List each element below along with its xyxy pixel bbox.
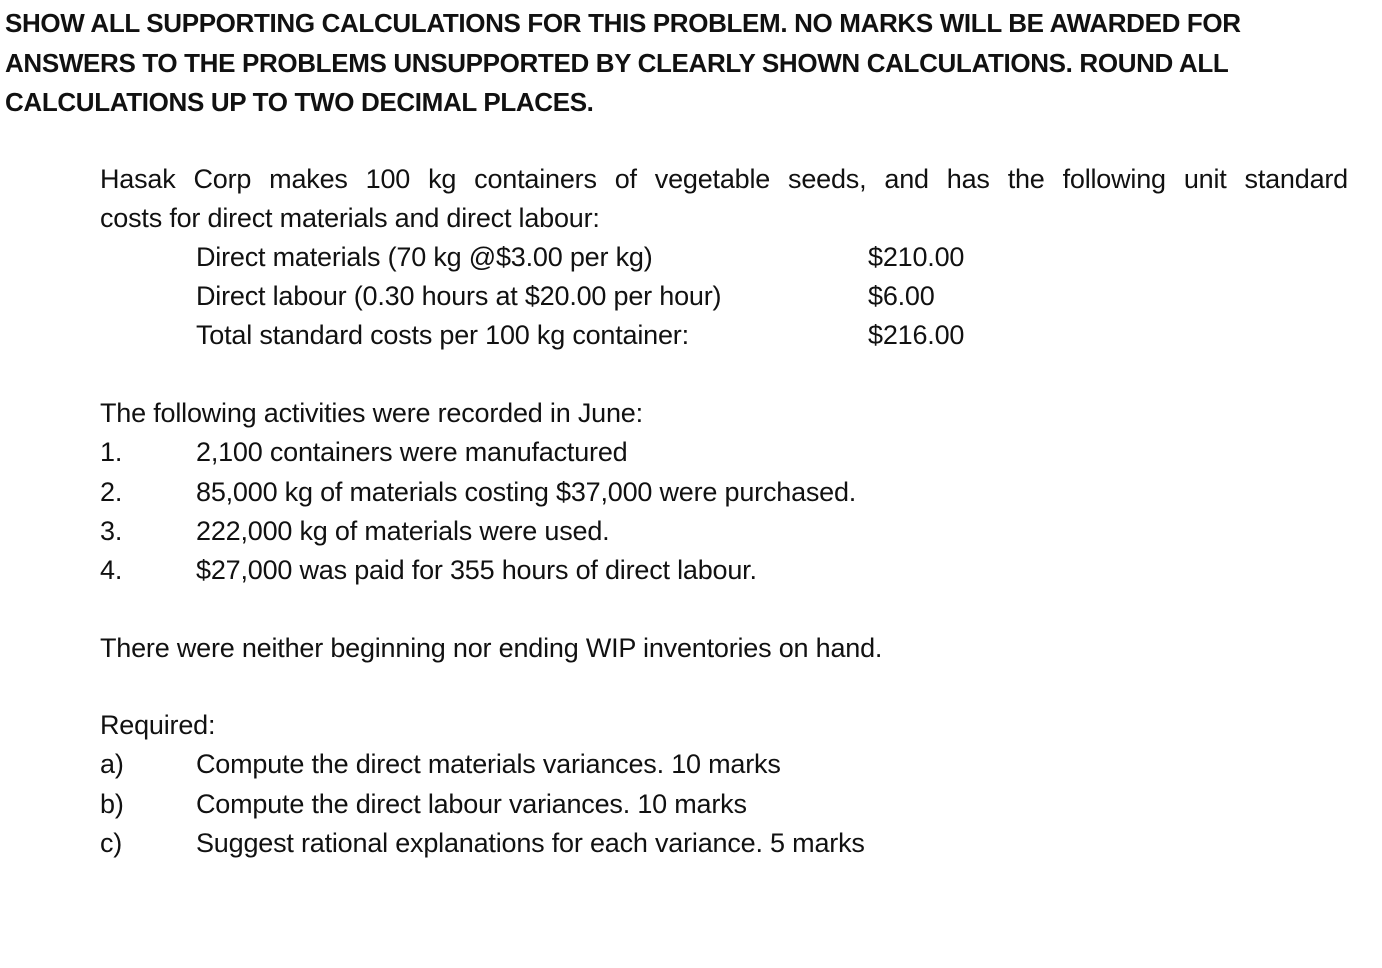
- cost-row-direct-materials: [196, 238, 964, 277]
- list-item: [100, 433, 856, 472]
- activities-heading: The following activities were recorded in June:: [100, 398, 643, 428]
- cost-row-direct-labour: [196, 277, 964, 316]
- instructions-line: SHOW ALL SUPPORTING CALCULATIONS FOR THIS PROBLEM. NO MARKS WILL BE AWARDED FOR: [5, 8, 1241, 38]
- cost-label: Total standard costs per 100 kg container:: [196, 320, 689, 350]
- list-marker: 4.: [100, 555, 123, 586]
- list-text: Compute the direct materials variances. 10 marks: [196, 749, 781, 780]
- intro-line: Hasak Corp makes 100 kg containers of vegetable seeds, and has the following unit standard: [100, 164, 1348, 194]
- list-marker: a): [100, 749, 124, 780]
- list-item: [100, 785, 865, 824]
- list-text: Suggest rational explanations for each variance. 5 marks: [196, 827, 865, 858]
- instructions-line: CALCULATIONS UP TO TWO DECIMAL PLACES.: [5, 87, 594, 117]
- standard-costs-table: [196, 238, 964, 355]
- list-text: 222,000 kg of materials were used.: [196, 515, 610, 546]
- problem-intro: [100, 160, 1348, 238]
- list-item: [100, 473, 856, 512]
- list-text: 2,100 containers were manufactured: [196, 437, 628, 468]
- list-item: [100, 745, 865, 784]
- list-marker: 2.: [100, 476, 123, 507]
- list-marker: c): [100, 827, 123, 858]
- cost-label: Direct labour (0.30 hours at $20.00 per hour): [196, 281, 722, 311]
- cost-amount: $210.00: [868, 242, 965, 272]
- instructions-line: ANSWERS TO THE PROBLEMS UNSUPPORTED BY CLEARLY SHOWN CALCULATIONS. ROUND ALL: [5, 47, 1229, 78]
- required-heading: Required:: [100, 710, 216, 740]
- list-marker: 1.: [100, 437, 123, 468]
- list-text: $27,000 was paid for 355 hours of direct labour.: [196, 555, 757, 586]
- list-item: [100, 824, 865, 863]
- cost-amount: $216.00: [868, 320, 965, 350]
- june-activities: [100, 394, 856, 590]
- cost-amount: $6.00: [868, 281, 935, 311]
- list-marker: 3.: [100, 515, 123, 546]
- list-text: 85,000 kg of materials costing $37,000 were purchased.: [196, 476, 857, 507]
- cost-label: Direct materials (70 kg @$3.00 per kg): [196, 242, 653, 272]
- required-section: [100, 706, 865, 863]
- list-item: [100, 512, 856, 551]
- list-item: [100, 551, 856, 590]
- list-text: Compute the direct labour variances. 10 marks: [196, 788, 747, 819]
- intro-line: costs for direct materials and direct labour:: [100, 203, 600, 233]
- cost-row-total: [196, 316, 964, 355]
- list-marker: b): [100, 788, 124, 819]
- wip-note: There were neither beginning nor ending WIP inventories on hand.: [100, 633, 883, 663]
- instructions-header: [5, 4, 1375, 123]
